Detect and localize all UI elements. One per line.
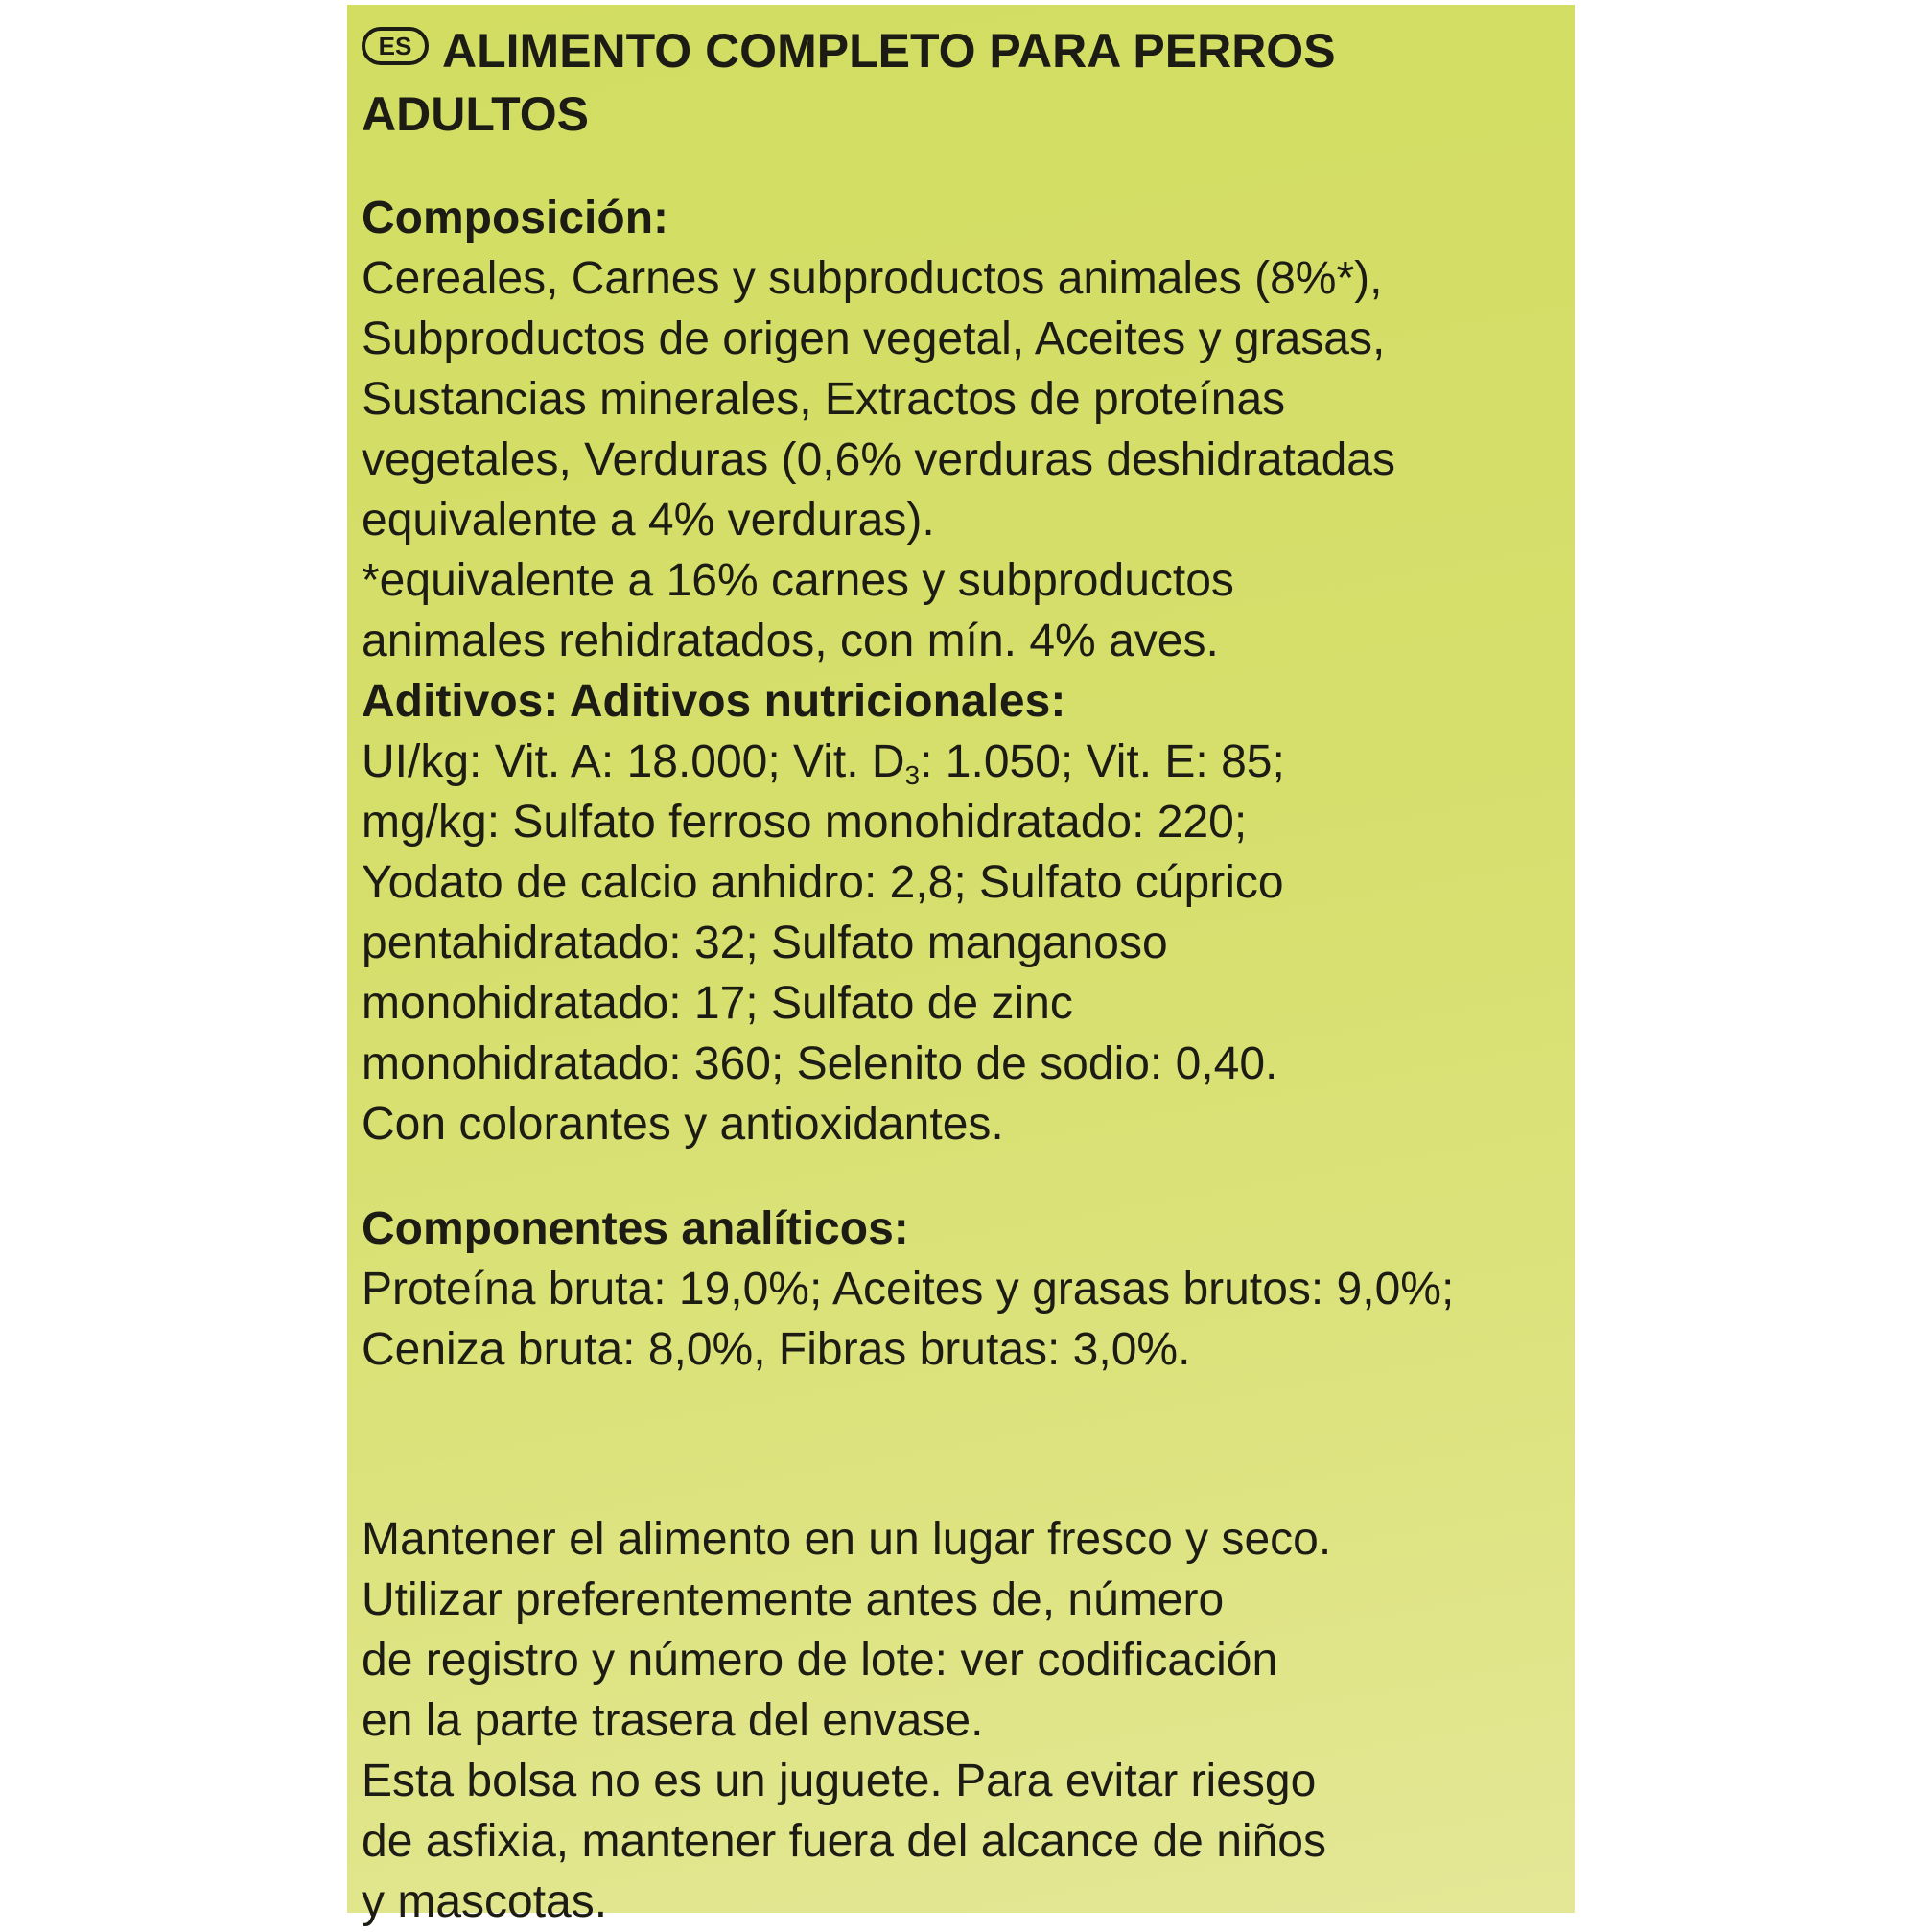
additives-heading: Aditivos: Aditivos nutricionales:: [362, 676, 1066, 727]
additives-vitamins-line: [362, 732, 1575, 792]
product-title: ALIMENTO COMPLETO PARA PERROS: [442, 24, 1336, 78]
additives-line: pentahidratado: 32; Sulfato manganoso: [362, 918, 1168, 968]
product-title-line2: ADULTOS: [362, 87, 590, 141]
vitamins-text-a: UI/kg: Vit. A: 18.000; Vit. D: [362, 736, 905, 787]
composition-text: [362, 248, 1575, 671]
analytical-text: [362, 1259, 1575, 1380]
additives-line: monohidratado: 17; Sulfato de zinc: [362, 978, 1073, 1029]
label-content: [362, 21, 1575, 1932]
composition-footnote-line: *equivalente a 16% carnes y subproductos: [362, 555, 1234, 606]
analytical-line: Proteína bruta: 19,0%; Aceites y grasas brutos: 9,0%;: [362, 1264, 1455, 1315]
composition-line: Sustancias minerales, Extractos de proteínas: [362, 374, 1286, 425]
language-badge: ES: [362, 27, 429, 65]
storage-text: [362, 1509, 1575, 1932]
additives-line: Yodato de calcio anhidro: 2,8; Sulfato cúprico: [362, 857, 1284, 908]
vitamin-d-subscript: 3: [904, 760, 921, 790]
additives-text: [362, 732, 1575, 1154]
storage-line: en la parte trasera del envase.: [362, 1695, 984, 1746]
storage-line: de registro y número de lote: ver codificación: [362, 1635, 1278, 1686]
composition-line: equivalente a 4% verduras).: [362, 495, 935, 546]
composition-heading: Composición:: [362, 193, 668, 244]
composition-line: vegetales, Verduras (0,6% verduras deshidratadas: [362, 434, 1395, 485]
warning-line: Esta bolsa no es un juguete. Para evitar riesgo: [362, 1756, 1317, 1806]
title-row: [362, 21, 1575, 84]
storage-line: Mantener el alimento en un lugar fresco y seco.: [362, 1514, 1332, 1565]
additives-line: mg/kg: Sulfato ferroso monohidratado: 220;: [362, 797, 1248, 848]
warning-line: y mascotas.: [362, 1876, 608, 1927]
composition-line: Cereales, Carnes y subproductos animales (8%*),: [362, 253, 1383, 304]
additives-line: monohidratado: 360; Selenito de sodio: 0,40.: [362, 1038, 1278, 1089]
composition-line: Subproductos de origen vegetal, Aceites y grasas,: [362, 314, 1386, 364]
analytical-line: Ceniza bruta: 8,0%, Fibras brutas: 3,0%.: [362, 1324, 1191, 1375]
composition-footnote-line: animales rehidratados, con mín. 4% aves.: [362, 616, 1219, 666]
vitamins-text-b: : 1.050; Vit. E: 85;: [920, 736, 1285, 787]
storage-line: Utilizar preferentemente antes de, número: [362, 1574, 1225, 1625]
additives-line: Con colorantes y antioxidantes.: [362, 1099, 1004, 1150]
analytical-heading: Componentes analíticos:: [362, 1203, 909, 1254]
warning-line: de asfixia, mantener fuera del alcance de niños: [362, 1816, 1326, 1867]
